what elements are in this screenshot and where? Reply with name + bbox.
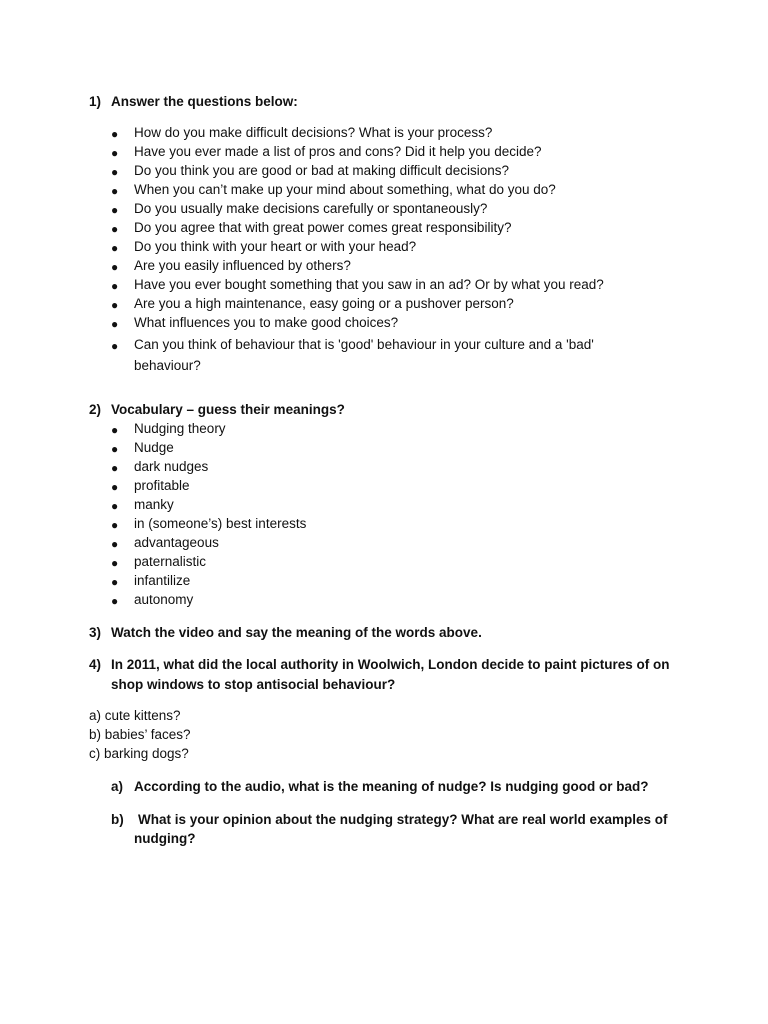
list-item: Have you ever made a list of pros and cons? Did it help you decide?: [134, 144, 542, 159]
bullet-icon: ●: [111, 423, 119, 437]
bullet-icon: ●: [111, 518, 119, 532]
subquestion-b-text-line1: What is your opinion about the nudging strategy? What are real world examples of: [138, 812, 668, 827]
bullet-icon: ●: [111, 461, 119, 475]
list-item: Are you easily influenced by others?: [134, 258, 351, 273]
list-item: Do you think you are good or bad at making difficult decisions?: [134, 163, 509, 178]
bullet-icon: ●: [111, 556, 119, 570]
vocabulary-item: dark nudges: [134, 459, 209, 474]
answer-option-c: c) barking dogs?: [89, 746, 189, 761]
subquestion-a-text: According to the audio, what is the meaning of nudge? Is nudging good or bad?: [134, 779, 649, 794]
bullet-icon: ●: [111, 317, 119, 331]
list-item: Do you usually make decisions carefully or spontaneously?: [134, 201, 488, 216]
bullet-icon: ●: [111, 127, 119, 141]
list-item-continuation: behaviour?: [134, 358, 201, 373]
section2-title: Vocabulary – guess their meanings?: [111, 402, 345, 417]
vocabulary-item: infantilize: [134, 573, 191, 588]
section2-number: 2): [89, 402, 102, 417]
subquestion-b-label: b): [111, 812, 124, 827]
list-item: What influences you to make good choices?: [134, 315, 399, 330]
bullet-icon: ●: [111, 146, 119, 160]
list-item: Can you think of behaviour that is 'good' behaviour in your culture and a 'bad': [134, 337, 594, 352]
answer-option-a: a) cute kittens?: [89, 708, 181, 723]
section1-title: Answer the questions below:: [111, 94, 298, 109]
bullet-icon: ●: [111, 480, 119, 494]
section4-title-line2: shop windows to stop antisocial behaviour?: [111, 677, 396, 692]
section3-number: 3): [89, 625, 102, 640]
vocabulary-item: in (someone’s) best interests: [134, 516, 307, 531]
vocabulary-item: Nudge: [134, 440, 174, 455]
bullet-icon: ●: [111, 499, 119, 513]
list-item: Do you think with your heart or with your head?: [134, 239, 417, 254]
answer-option-b: b) babies’ faces?: [89, 727, 191, 742]
vocabulary-item: autonomy: [134, 592, 194, 607]
bullet-icon: ●: [111, 442, 119, 456]
vocabulary-item: paternalistic: [134, 554, 207, 569]
subquestion-a-label: a): [111, 779, 124, 794]
list-item: When you can’t make up your mind about something, what do you do?: [134, 182, 556, 197]
bullet-icon: ●: [111, 203, 119, 217]
bullet-icon: ●: [111, 165, 119, 179]
vocabulary-item: profitable: [134, 478, 190, 493]
bullet-icon: ●: [111, 339, 119, 353]
vocabulary-item: manky: [134, 497, 174, 512]
bullet-icon: ●: [111, 575, 119, 589]
section3-title: Watch the video and say the meaning of the words above.: [111, 625, 482, 640]
section1-number: 1): [89, 94, 102, 109]
bullet-icon: ●: [111, 298, 119, 312]
list-item: Are you a high maintenance, easy going or a pushover person?: [134, 296, 514, 311]
bullet-icon: ●: [111, 241, 119, 255]
bullet-icon: ●: [111, 279, 119, 293]
section4-title-line1: In 2011, what did the local authority in Woolwich, London decide to paint pictures of on: [111, 657, 670, 672]
bullet-icon: ●: [111, 260, 119, 274]
vocabulary-item: advantageous: [134, 535, 219, 550]
list-item: How do you make difficult decisions? What is your process?: [134, 125, 493, 140]
list-item: Do you agree that with great power comes great responsibility?: [134, 220, 512, 235]
bullet-icon: ●: [111, 594, 119, 608]
bullet-icon: ●: [111, 184, 119, 198]
list-item: Have you ever bought something that you saw in an ad? Or by what you read?: [134, 277, 604, 292]
vocabulary-item: Nudging theory: [134, 421, 226, 436]
section4-number: 4): [89, 657, 102, 672]
bullet-icon: ●: [111, 537, 119, 551]
bullet-icon: ●: [111, 222, 119, 236]
subquestion-b-text-line2: nudging?: [134, 831, 196, 846]
